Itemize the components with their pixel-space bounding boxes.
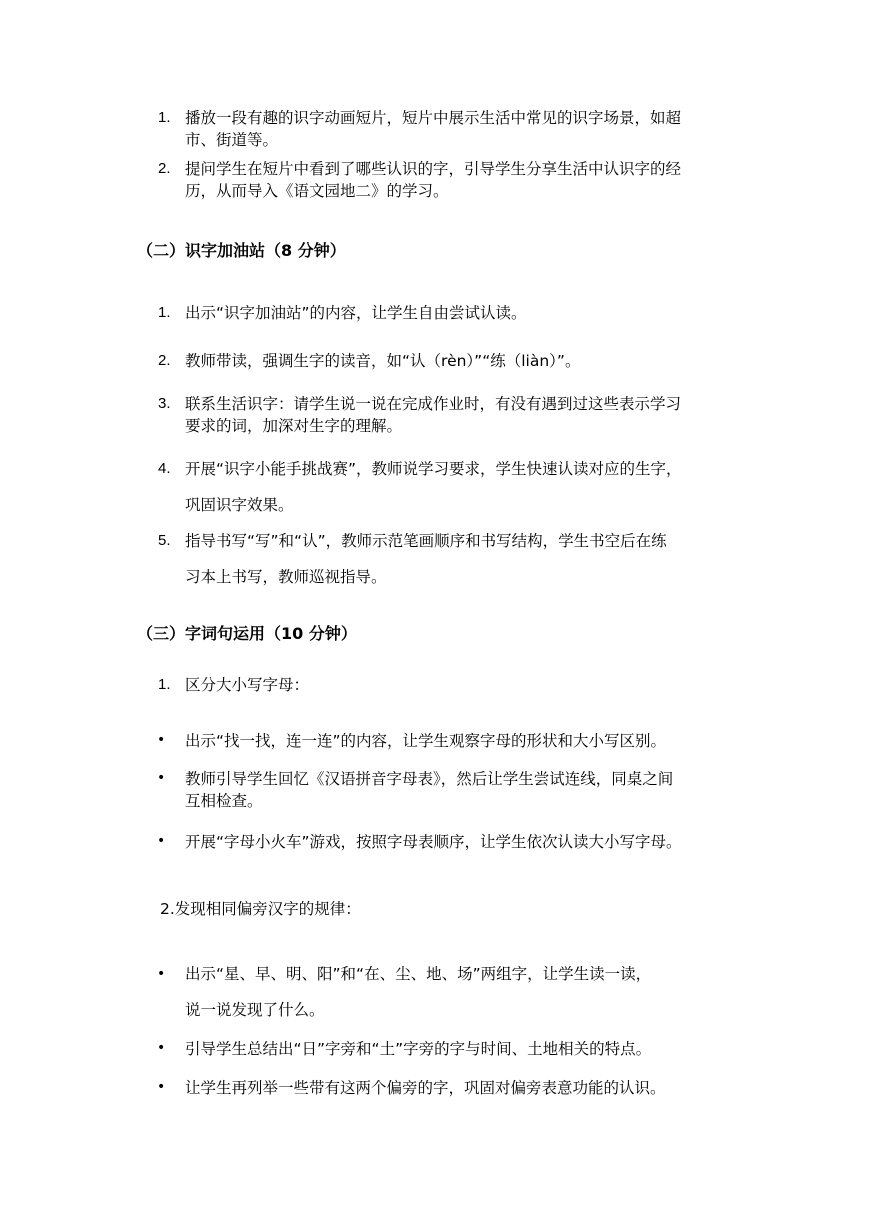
list-text-line: 播放一段有趣的识字动画短片，短片中展示生活中常见的识字场景，如超 [185, 109, 682, 127]
bullet-marker: • [157, 1040, 166, 1056]
list-marker: 1. [158, 676, 171, 693]
list-marker: 5. [158, 532, 171, 549]
list-marker: 2. [158, 352, 171, 369]
list-text-line: 互相检查。 [185, 792, 263, 810]
list-text-line: 引导学生总结出“日”字旁和“土”字旁的字与时间、土地相关的特点。 [185, 1040, 652, 1058]
list-marker: 4. [158, 460, 171, 477]
list-marker: 1. [158, 109, 171, 126]
list-text-line: 历，从而导入《语文园地二》的学习。 [185, 182, 449, 200]
list-text-line: 巩固识字效果。 [185, 496, 294, 514]
list-text-line: 联系生活识字：请学生说一说在完成作业时，有没有遇到过这些表示学习 [185, 395, 682, 413]
list-text-line: 开展“字母小火车”游戏，按照字母表顺序，让学生依次认读大小写字母。 [185, 833, 682, 851]
list-text-line: 习本上书写，教师巡视指导。 [185, 568, 387, 586]
list-marker: 2. [158, 160, 171, 177]
list-text-line: 要求的词，加深对生字的理解。 [185, 417, 403, 435]
section-heading: （三）字词句运用（10 分钟） [137, 624, 357, 643]
list-text-line: 教师引导学生回忆《汉语拼音字母表》，然后让学生尝试连线，同桌之间 [185, 770, 674, 788]
bullet-marker: • [157, 1079, 166, 1095]
list-text-line: 出示“星、早、明、阳”和“在、尘、地、场”两组字，让学生读一读， [185, 965, 652, 983]
list-text-line: 出示“找一找，连一连”的内容，让学生观察字母的形状和大小写区别。 [185, 732, 667, 750]
list-marker: 1. [158, 304, 171, 321]
list-text-line: 指导书写“写”和“认”，教师示范笔画顺序和书写结构，学生书空后在练 [185, 532, 667, 550]
section-heading: （二）识字加油站（8 分钟） [137, 241, 346, 260]
list-text-line: 开展“识字小能手挑战赛”，教师说学习要求，学生快速认读对应的生字， [185, 460, 682, 478]
list-text-line: 教师带读，强调生字的读音，如“认（rèn）”“练（liàn）”。 [185, 352, 581, 370]
list-text-line: 让学生再列举一些带有这两个偏旁的字，巩固对偏旁表意功能的认识。 [185, 1079, 666, 1097]
list-text-line: 市、街道等。 [185, 131, 279, 149]
list-text-line: 说一说发现了什么。 [185, 1001, 325, 1019]
sub-heading-text: 区分大小写字母： [185, 676, 310, 694]
sub-heading-text: 2.发现相同偏旁汉字的规律： [160, 900, 361, 918]
bullet-marker: • [157, 833, 166, 849]
list-text-line: 提问学生在短片中看到了哪些认识的字，引导学生分享生活中认识字的经 [185, 160, 682, 178]
bullet-marker: • [157, 732, 166, 748]
bullet-marker: • [157, 770, 166, 786]
bullet-marker: • [157, 966, 166, 982]
list-text-line: 出示“识字加油站”的内容，让学生自由尝试认读。 [185, 304, 527, 322]
list-marker: 3. [158, 395, 171, 412]
